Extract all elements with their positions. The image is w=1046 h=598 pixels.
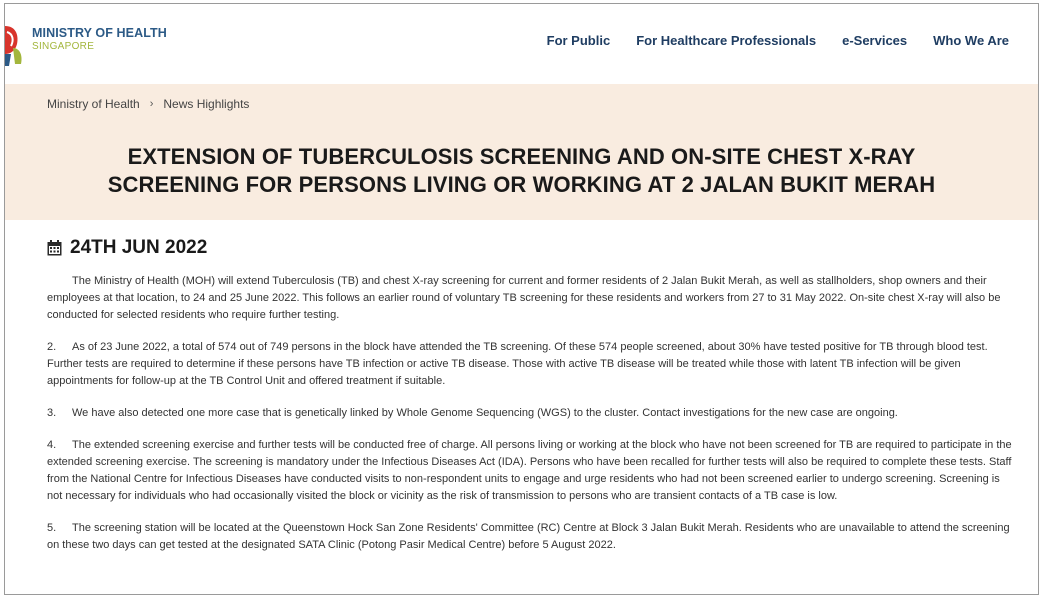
nav-for-public[interactable]: For Public xyxy=(546,33,611,48)
paragraph-text: The screening station will be located at the Queenstown Hock San Zone Residents' Committee (RC) Centre at Block 3 Jalan Bukit Merah. Residents who are unavailable to attend the screening on these two days can get tested at the designated SATA Clinic (Potong Pasir Medical Centre) before 5 August 2022. xyxy=(47,522,1010,551)
breadcrumb-home[interactable]: Ministry of Health xyxy=(47,97,140,111)
breadcrumb xyxy=(47,97,249,111)
article-paragraph-3 xyxy=(47,405,1012,422)
article-paragraph-2 xyxy=(47,339,1012,390)
calendar-icon xyxy=(47,240,62,256)
nav-who-we-are[interactable]: Who We Are xyxy=(933,33,1009,48)
main-nav xyxy=(547,33,1009,48)
paragraph-text: The extended screening exercise and further tests will be conducted free of charge. All persons living or working at the block who have not been screened for TB are required to participate in the extended screening exercise. The screening is mandatory under the Infectious Diseases Act (IDA). Persons who have been recalled for further tests will also be required to complete these tests. Staff from the National Centre for Infectious Diseases have conducted visits to non-respondent units to engage and urge residents who had not been screened earlier to undergo screening. Screening is not necessary for individuals who had occasionally visited the block or vicinity as the risk of transmission to persons who are transient contacts of a TB case is low. xyxy=(47,439,1012,502)
article-date: 24TH JUN 2022 xyxy=(70,237,208,258)
paragraph-number: 3. xyxy=(47,407,57,419)
article-body xyxy=(47,237,1012,569)
page-title-line-1: EXTENSION OF TUBERCULOSIS SCREENING AND ON-SITE CHEST X-RAY xyxy=(127,143,916,169)
nav-for-healthcare-professionals[interactable]: For Healthcare Professionals xyxy=(636,33,817,48)
article-paragraph-4 xyxy=(47,437,1012,505)
paragraph-text: The Ministry of Health (MOH) will extend Tuberculosis (TB) and chest X-ray screening for current and former residents of 2 Jalan Bukit Merah, as well as stallholders, shop owners and their employees at that location, to 24 and 25 June 2022. This follows an earlier round of voluntary TB screening for these residents and workers from 27 to 31 May 2022. On-site chest X-ray will also be conducted for selected residents who require further testing. xyxy=(47,275,1001,321)
paragraph-text: We have also detected one more case that is genetically linked by Whole Genome Sequencing (WGS) to the cluster. Contact investigations for the new case are ongoing. xyxy=(72,407,898,419)
article-paragraph-5 xyxy=(47,520,1012,554)
paragraph-number: 2. xyxy=(47,341,57,353)
brand-name[interactable]: MINISTRY OF HEALTH xyxy=(32,26,167,40)
paragraph-text: As of 23 June 2022, a total of 574 out of 749 persons in the block have attended the TB screening. Of these 574 people screened, about 30% have tested positive for TB through blood test. Further tests are required to determine if these persons have TB infection or active TB disease. Those with active TB disease will be treated while those with latent TB infection will be given appointments for follow-up at the TB Control Unit and offered treatment if suitable. xyxy=(47,341,988,387)
brand-subtitle: SINGAPORE xyxy=(32,41,95,52)
site-header xyxy=(5,4,1038,84)
article-date-row xyxy=(47,237,1012,259)
page-title xyxy=(45,143,998,199)
paragraph-number: 4. xyxy=(47,439,57,451)
page-title-line-2: SCREENING FOR PERSONS LIVING OR WORKING AT 2 JALAN BUKIT MERAH xyxy=(107,171,936,197)
hero-banner xyxy=(5,84,1038,220)
chevron-right-icon: › xyxy=(149,98,154,110)
article-paragraph-1 xyxy=(47,273,1012,324)
moh-logo-icon[interactable] xyxy=(5,18,29,66)
breadcrumb-current[interactable]: News Highlights xyxy=(163,97,250,111)
page-frame xyxy=(4,3,1039,595)
paragraph-number: 5. xyxy=(47,522,57,534)
nav-e-services[interactable]: e-Services xyxy=(842,33,908,48)
